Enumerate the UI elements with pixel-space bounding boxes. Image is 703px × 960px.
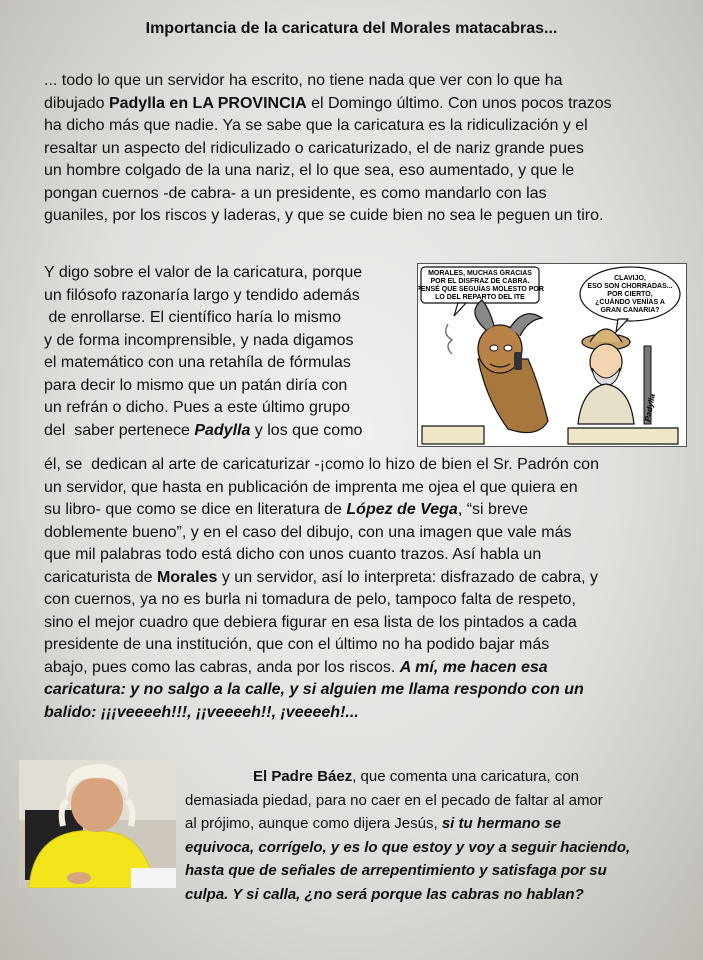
text-line: presidente de una institución, que con el último no ha podido bajar más xyxy=(44,636,550,653)
emphasis-quote-start: si tu hermano se xyxy=(441,815,562,832)
text-line: demasiada piedad, para no caer en el pecado de faltar al amor xyxy=(185,791,603,809)
right-bubble-tail xyxy=(616,319,628,332)
cartoon-signature: Padylla xyxy=(643,393,657,423)
text-line: equivoca, corrígelo, y es lo que estoy y voy a seguir haciendo, xyxy=(185,838,631,856)
text-line: un refrán o dicho. Pues a este último grupo xyxy=(44,399,350,416)
man-with-hat xyxy=(578,329,651,424)
telephone-handset xyxy=(514,352,522,370)
caricature-cartoon xyxy=(417,263,687,447)
paper xyxy=(131,868,176,888)
right-bubble-line: GRAN CANARIA? xyxy=(600,307,660,314)
text-line: su libro- que como se dice en literatura de López de Vega, “si breve xyxy=(44,501,529,518)
text-line: hasta que de señales de arrepentimiento y satisfaga por su xyxy=(185,862,607,879)
paragraph-caricature-full xyxy=(44,454,684,724)
text-line: guaniles, por los riscos y laderas, y que se cuide bien no sea le peguen un tiro. xyxy=(44,207,604,224)
emphasis-morales: Morales xyxy=(156,568,218,586)
left-desk xyxy=(422,426,484,444)
text-line: que mil palabras todo está dicho con unos cuanto trazos. Así habla un xyxy=(44,546,542,563)
left-bubble-line: POR EL DISFRAZ DE CABRA. xyxy=(430,278,530,285)
photo-illustration xyxy=(19,760,176,888)
text-line: un hombre colgado de la una nariz, el lo que sea, eso aumentado, y que le xyxy=(44,162,575,179)
goat-horn-left xyxy=(475,300,494,330)
right-desk xyxy=(568,428,678,444)
paragraph-padre-baez xyxy=(185,765,685,906)
text-line: sino el mejor cuadro que debiera figurar en esa lista de los pintados a cada xyxy=(44,613,577,631)
page-title: Importancia de la caricatura del Morales matacabras... xyxy=(145,20,558,37)
text-line: para decir lo mismo que un patán diría con xyxy=(44,376,348,394)
emphasis-padylla-provincia: Padylla en LA PROVINCIA xyxy=(108,94,307,112)
goat-figure xyxy=(446,300,548,433)
paragraph-caricature-wrapped xyxy=(44,262,414,442)
text-line: doblemente bueno”, y en el caso del dibujo, con una imagen que vale más xyxy=(44,523,572,541)
photo-padre-baez xyxy=(19,760,176,888)
hand xyxy=(67,872,91,884)
text-line: al prójimo, aunque como dijera Jesús, si tu hermano se xyxy=(185,815,562,832)
left-bubble-line: LO DEL REPARTO DEL ITE xyxy=(435,294,525,301)
text-line: el matemático con una retahíla de fórmulas xyxy=(44,354,351,371)
text-line: y de forma incomprensible, y nada digamos xyxy=(44,331,354,349)
text-line: él, se dedican al arte de caricaturizar -¡como lo hizo de bien el Sr. Padrón con xyxy=(44,456,599,473)
text-line: con cuernos, ya no es burla ni tomadura de pelo, tampoco falta de respeto, xyxy=(44,591,576,608)
right-bubble-line: POR CIERTO, xyxy=(607,291,653,298)
text-line: del saber pertenece Padylla y los que como xyxy=(44,421,363,439)
text-line: pongan cuernos -de cabra- a un presidente, es como mandarlo con las xyxy=(44,184,547,202)
left-bubble-line: PENSÉ QUE SEGUÍAS MOLESTO POR xyxy=(418,286,544,293)
text-line: un filósofo razonaría largo y tendido además xyxy=(44,286,360,304)
left-bubble-line: MORALES, MUCHAS GRACIAS xyxy=(428,270,532,277)
right-bubble-line: ESO SON CHORRADAS... xyxy=(587,283,673,290)
text-line: un servidor, que hasta en publicación de imprenta me ojea el que quiera en xyxy=(44,478,578,496)
emphasis-a-mi: A mí, me hacen esa xyxy=(399,658,548,676)
text-line: resaltar un aspecto del ridiculizado o caricaturizado, el de nariz grande pues xyxy=(44,139,584,157)
text-line: dibujado Padylla en LA PROVINCIA el Domingo último. Con unos pocos trazos xyxy=(44,94,612,112)
text-line: culpa. Y si calla, ¿no será porque las cabras no hablan? xyxy=(185,885,584,903)
text-line: Y digo sobre el valor de la caricatura, porque xyxy=(44,264,363,281)
emphasis-lopez-de-vega: López de Vega xyxy=(346,501,458,518)
text-line: ha dicho más que nadie. Ya se sabe que la caricatura es la ridiculización y el xyxy=(44,117,588,134)
face xyxy=(71,776,123,832)
text-line: balido: ¡¡¡veeeeh!!!, ¡¡veeeeh!!, ¡veeeeh!... xyxy=(44,703,359,721)
text-line: caricaturista de Morales y un servidor, así lo interpreta: disfrazado de cabra, y xyxy=(44,568,599,586)
cartoon-drawing xyxy=(418,264,686,446)
emphasis-padylla: Padylla xyxy=(194,421,251,439)
text-line: de enrollarse. El científico haría lo mismo xyxy=(44,309,342,326)
text-line: abajo, pues como las cabras, anda por los riscos. A mí, me hacen esa xyxy=(44,658,548,676)
paragraph-intro xyxy=(44,70,684,228)
left-bubble-tail xyxy=(454,303,466,316)
text-line: ... todo lo que un servidor ha escrito, no tiene nada que ver con lo que ha xyxy=(44,72,563,89)
right-bubble-line: CLAVIJO, xyxy=(614,275,646,282)
text-line: El Padre Báez, que comenta una caricatura, con xyxy=(253,768,580,785)
smoke-swirl xyxy=(446,324,452,354)
text-line: caricatura: y no salgo a la calle, y si alguien me llama respondo con un xyxy=(44,681,584,698)
emphasis-padre-baez: El Padre Báez xyxy=(253,768,353,785)
right-bubble-line: ¿CUÁNDO VENÍAS A xyxy=(595,299,665,306)
